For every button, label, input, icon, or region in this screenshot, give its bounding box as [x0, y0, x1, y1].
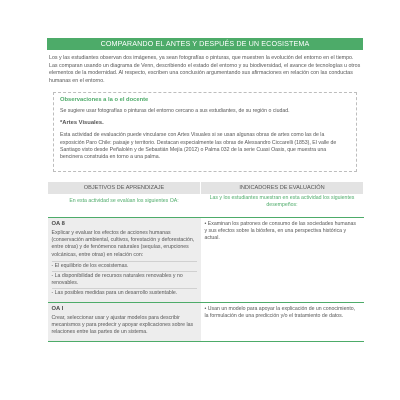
table-header-row — [48, 181, 364, 194]
page — [47, 38, 363, 342]
oa-sub-item: - La disponibilidad de recursos naturales renovables y no renovables. — [52, 271, 197, 288]
observations-paragraph-1: Se sugiere usar fotografías o pinturas del entorno cercano a sus estudiantes, de su región o ciudad. — [60, 108, 290, 115]
objective-cell — [48, 217, 201, 302]
table-row — [48, 302, 364, 342]
table-row — [48, 217, 364, 302]
indicator-cell — [201, 217, 364, 302]
oa-code: OA I — [51, 305, 64, 312]
oa-text: Crear, seleccionar usar y ajustar modelos para describir mecanismos y para predecir y apoyar explicaciones sobre las relaciones entre las partes de un sistema. — [51, 314, 194, 336]
observations-title: Observaciones a la o el docente — [60, 97, 149, 104]
observations-paragraph-2: Esta actividad de evaluación puede vincularse con Artes Visuales si se usan algunas obras de artes como las de la exposición Paro Chile: paisaje y territorio. Destacan especialmente las obras de Alessandro Ciccarelli (1853), El valle de Santiago visto desde Peñalolén y de Sebastián Mejía (2012) o Palma 032 de la serie Cuasi Oasis, que muestra una bencinera construida en torno a una palma. — [60, 132, 337, 161]
indicator-text: • Examinan los patrones de consumo de las sociedades humanas y sus efectos sobre la biósfera, en una perspectiva histórica y actual. — [204, 220, 356, 242]
oa-text: Explicar y evaluar los efectos de acciones humanas (conservación ambiental, cultivos, forestación y deforestación, entre otras) y de fenómenos naturales (sequías, erupciones volcánicas, entre otras) en relación con: — [51, 230, 195, 258]
oa-sub-item: - El equilibrio de los ecosistemas. — [52, 261, 197, 271]
header-objectives: OBJETIVOS DE APRENDIZAJE — [48, 181, 201, 194]
subheader-indicators: Las y los estudiantes muestran en esta actividad los siguientes desempeños: — [201, 194, 364, 217]
activity-description: Los y las estudiantes observan dos imágenes, ya sean fotografías o pinturas, que muestren la evolución del entorno en el tiempo. Las comparan usando un diagrama de Venn, describiendo el estado del entorno y su biodiversidad, el avance de tecnologías u otros elementos de la modernidad. Al respecto, escriben una conclusión argumentando sus afirmaciones en relación con las conductas humanas en el entorno. — [49, 55, 361, 84]
indicator-text: • Usan un modelo para apoyar la explicación de un conocimiento, la formulación de una predicción y/o el tratamiento de datos. — [204, 305, 356, 319]
header-indicators: INDICADORES DE EVALUACIÓN — [201, 181, 364, 194]
subheader-objectives: En esta actividad se evalúan los siguientes OA: — [48, 194, 201, 217]
activity-title: COMPARANDO EL ANTES Y DESPUÉS DE UN ECOSISTEMA — [47, 38, 363, 50]
indicator-cell — [201, 302, 364, 342]
teacher-observations-box — [53, 92, 357, 171]
objective-cell — [48, 302, 201, 342]
observations-artes-label: *Artes Visuales. — [60, 119, 104, 126]
oa-code: OA 8 — [51, 220, 65, 227]
evaluation-table — [47, 181, 364, 343]
oa-sub-item: - Las posibles medidas para un desarrollo sustentable. — [52, 288, 197, 298]
table-subheader-row — [48, 194, 364, 217]
